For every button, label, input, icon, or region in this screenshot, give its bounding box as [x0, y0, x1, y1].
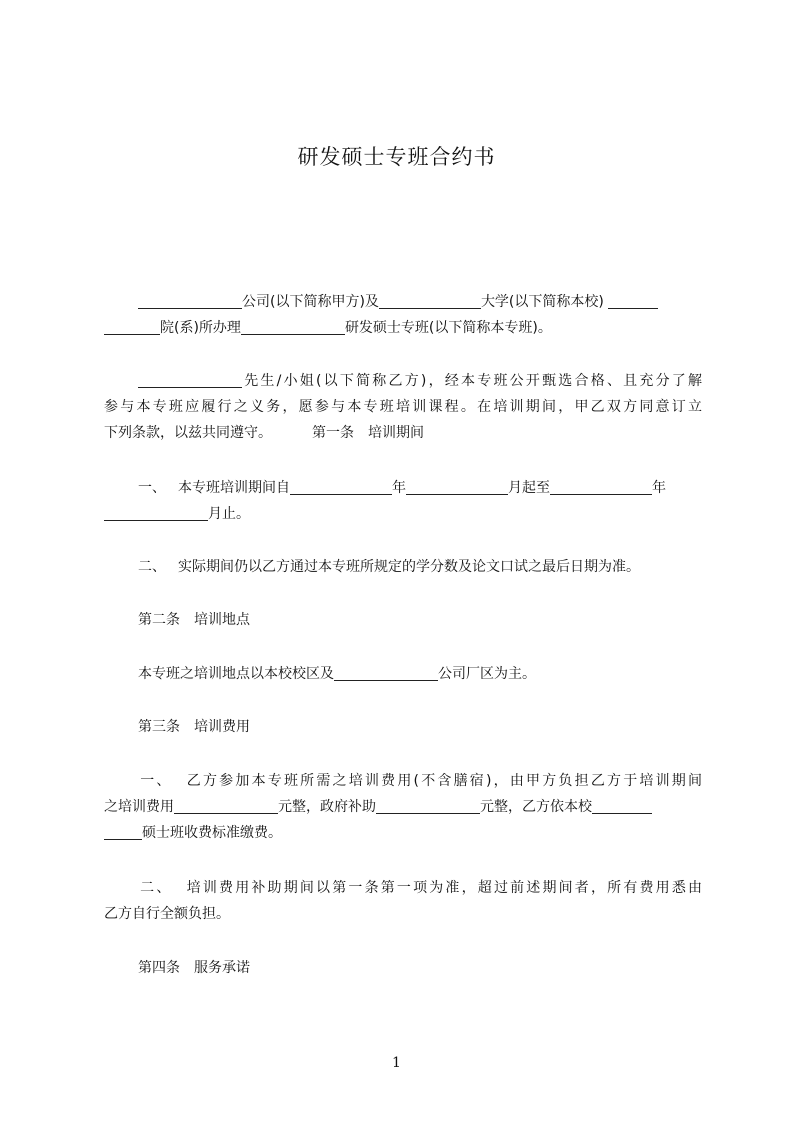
clause-3-1: [104, 768, 702, 846]
text-line: [104, 875, 702, 901]
clause-number: 一、: [138, 480, 166, 496]
clause-1-2: [104, 554, 702, 580]
text-run: 元整，政府补助: [278, 799, 376, 815]
fill-blank[interactable]: [174, 797, 278, 814]
article-3: [104, 714, 702, 740]
text-run: 研发硕士专班(以下简称本专班)。: [344, 320, 552, 336]
text-line: [104, 315, 702, 341]
clause-number: 二、: [138, 559, 166, 575]
fill-blank[interactable]: [138, 371, 242, 388]
text-run: 实际期间仍以乙方通过本专班所规定的学分数及论文口试之最后日期为准。: [178, 559, 640, 575]
fill-blank[interactable]: [104, 318, 160, 335]
text-line: [104, 289, 702, 315]
article-heading: 第二条 培训地点: [138, 612, 250, 628]
fill-blank[interactable]: [406, 478, 508, 495]
fill-blank[interactable]: [104, 823, 142, 840]
article-heading: 第一条 培训期间: [312, 425, 424, 441]
party-b-paragraph: [104, 368, 702, 446]
text-line: [104, 501, 702, 527]
text-line: [104, 554, 702, 580]
fill-blank[interactable]: [241, 318, 345, 335]
text-run: 公司(以下简称甲方)及: [242, 294, 379, 310]
text-line: [104, 955, 702, 981]
text-line: 乙方自行全额负担。: [104, 906, 230, 922]
text-line: [104, 475, 702, 501]
text-run: 本专班培训期间自: [178, 480, 290, 496]
text-run: 本专班之培训地点以本校校区及: [138, 666, 334, 682]
clause-number: 二、: [138, 880, 173, 896]
text-line: 参与本专班应履行之义务，愿参与本专班培训课程。在培训期间，甲乙双方同意订立: [104, 399, 702, 415]
text-run: 公司厂区为主。: [438, 666, 536, 682]
text-line: [104, 794, 702, 820]
text-run: 硕士班收费标准缴费。: [142, 825, 282, 841]
article-2: [104, 607, 702, 633]
fill-blank[interactable]: [608, 292, 658, 309]
text-run: 之培训费用: [104, 799, 174, 815]
fill-blank[interactable]: [334, 664, 438, 681]
text-run: 乙方参加本专班所需之培训费用(不含膳宿)，由甲方负担乙方于培训期间: [184, 773, 702, 789]
text-line: [104, 368, 702, 394]
article-4: [104, 955, 702, 981]
text-run: 院(系)所办理: [160, 320, 241, 336]
fill-blank[interactable]: [379, 292, 481, 309]
location-paragraph: [104, 661, 702, 687]
fill-blank[interactable]: [376, 797, 480, 814]
clause-1-1: [104, 475, 702, 527]
text-run: 年: [652, 480, 666, 496]
fill-blank[interactable]: [104, 504, 208, 521]
text-run: 元整，乙方依本校: [480, 799, 592, 815]
article-heading: 第三条 培训费用: [138, 719, 250, 735]
clause-number: 一、: [138, 773, 173, 789]
clause-3-2: [104, 875, 702, 927]
intro-paragraph: [104, 289, 702, 341]
text-run: 月起至: [508, 480, 550, 496]
fill-blank[interactable]: [290, 478, 392, 495]
text-line: [104, 420, 702, 446]
page-number: 1: [392, 1055, 401, 1071]
document-title: 研发硕士专班合约书: [297, 145, 496, 169]
text-line: [104, 714, 702, 740]
text-line: [104, 661, 702, 687]
text-line: [104, 607, 702, 633]
text-run: 大学(以下简称本校): [480, 294, 604, 310]
article-heading: 第四条 服务承诺: [138, 960, 250, 976]
fill-blank[interactable]: [550, 478, 652, 495]
fill-blank[interactable]: [138, 292, 242, 309]
text-run: 培训费用补助期间以第一条第一项为准，超过前述期间者，所有费用悉由: [184, 880, 702, 896]
text-run: 年: [392, 480, 406, 496]
text-line: [104, 768, 702, 794]
text-run: 月止。: [208, 506, 250, 522]
text-run: 下列条款，以兹共同遵守。: [104, 425, 272, 441]
fill-blank[interactable]: [592, 797, 652, 814]
text-run: 先生/小姐(以下简称乙方)，经本专班公开甄选合格、且充分了解: [242, 373, 702, 389]
text-line: [104, 820, 702, 846]
